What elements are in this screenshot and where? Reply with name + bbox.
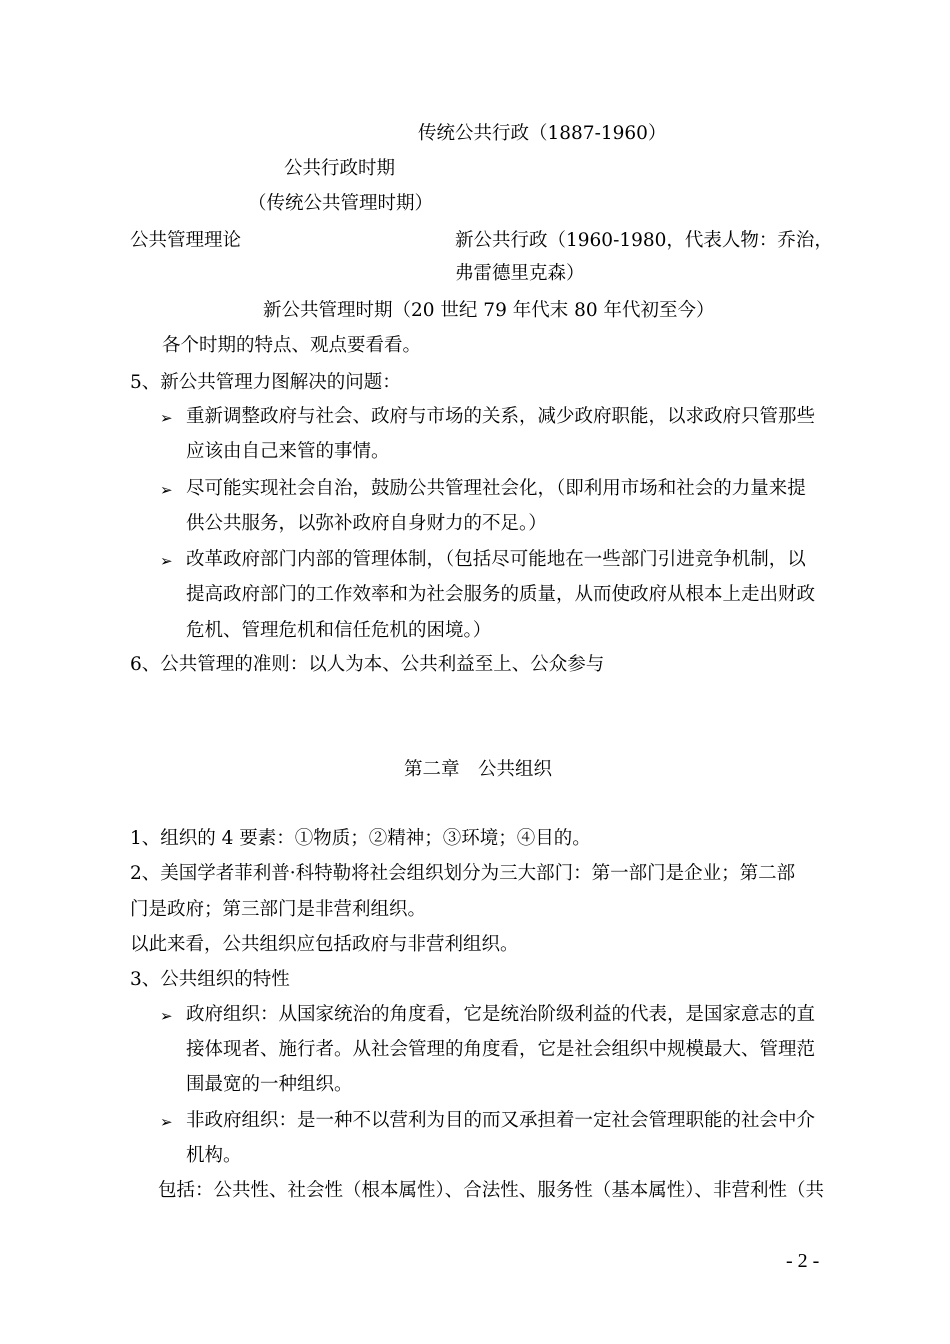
diagram-new-public-admin-cont: 弗雷德里克森） [455, 263, 585, 284]
diagram-new-public-mgmt: 新公共管理时期（20 世纪 79 年代末 80 年代初至今） [263, 300, 715, 321]
ch2-gov-line2: 接体现者、施行者。从社会管理的角度看，它是社会组织中规模最大、管理范 [186, 1039, 816, 1060]
diagram-public-mgmt-theory: 公共管理理论 [130, 230, 242, 251]
ch2-p1: 1、组织的 4 要素：①物质；②精神；③环境；④目的。 [130, 828, 591, 849]
bullet-arrow-icon: ➢ [160, 1007, 173, 1025]
ch2-ngo-line2: 机构。 [186, 1145, 242, 1166]
bullet-arrow-icon: ➢ [160, 552, 173, 570]
note-text: 各个时期的特点、观点要看看。 [162, 335, 422, 356]
bullet-arrow-icon: ➢ [160, 1113, 173, 1131]
ch2-p4: 3、公共组织的特性 [130, 969, 290, 990]
page-number: - 2 - [786, 1250, 820, 1272]
bullet-arrow-icon: ➢ [160, 481, 173, 499]
ch2-p3: 以此来看，公共组织应包括政府与非营利组织。 [130, 934, 519, 955]
chapter-title: 第二章 公共组织 [404, 759, 553, 780]
bullet-arrow-icon: ➢ [160, 409, 173, 427]
diagram-traditional-mgmt-period: （传统公共管理时期） [248, 193, 434, 214]
item5-bullet1-line2: 应该由自己来管的事情。 [186, 441, 390, 462]
ch2-gov-line3: 围最宽的一种组织。 [186, 1074, 353, 1095]
item5-bullet2-line2: 供公共服务，以弥补政府自身财力的不足。） [186, 513, 547, 534]
item5-bullet1-line1: 重新调整政府与社会、政府与市场的关系，减少政府职能，以求政府只管那些 [186, 406, 816, 427]
item5-bullet3-line3: 危机、管理危机和信任危机的困境。） [186, 620, 492, 641]
ch2-p2-line2: 门是政府；第三部门是非营利组织。 [130, 899, 427, 920]
item5-bullet2-line1: 尽可能实现社会自治，鼓励公共管理社会化，（即利用市场和社会的力量来提 [186, 478, 806, 499]
diagram-public-admin-period: 公共行政时期 [284, 158, 396, 179]
ch2-include: 包括：公共性、社会性（根本属性）、合法性、服务性（基本属性）、非营利性（共 [158, 1180, 825, 1201]
item5-bullet3-line2: 提高政府部门的工作效率和为社会服务的质量，从而使政府从根本上走出财政 [186, 584, 816, 605]
ch2-gov-line1: 政府组织：从国家统治的角度看，它是统治阶级利益的代表，是国家意志的直 [186, 1004, 816, 1025]
diagram-traditional-admin: 传统公共行政（1887-1960） [418, 123, 667, 144]
item5-bullet3-line1: 改革政府部门内部的管理体制，（包括尽可能地在一些部门引进竞争机制，以 [186, 549, 806, 570]
ch2-p2-line1: 2、美国学者菲利普·科特勒将社会组织划分为三大部门：第一部门是企业；第二部 [130, 863, 796, 884]
diagram-new-public-admin: 新公共行政（1960-1980，代表人物：乔治， [455, 230, 833, 251]
item5-heading: 5、新公共管理力图解决的问题： [130, 372, 401, 393]
ch2-ngo-line1: 非政府组织：是一种不以营利为目的而又承担着一定社会管理职能的社会中介 [186, 1110, 816, 1131]
item6-text: 6、公共管理的准则：以人为本、公共利益至上、公众参与 [130, 654, 605, 675]
